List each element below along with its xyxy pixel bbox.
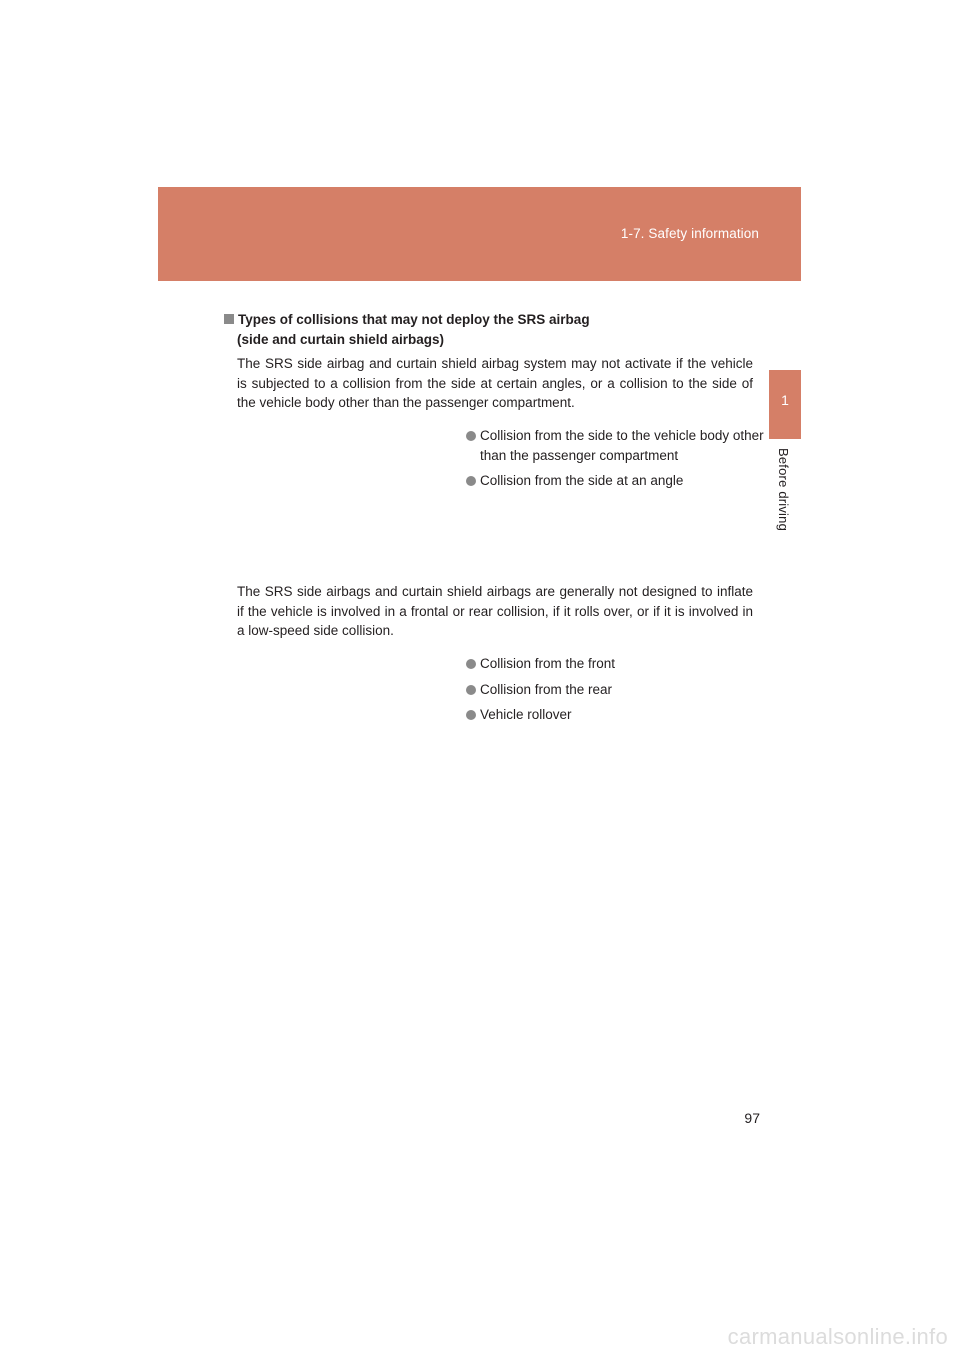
header-band bbox=[158, 187, 801, 281]
list-item-text: Collision from the front bbox=[480, 656, 616, 671]
list-item-text: Collision from the side at an angle bbox=[480, 473, 684, 488]
circle-bullet-icon bbox=[466, 710, 476, 720]
paragraph-not-designed-to-inflate: The SRS side airbags and curtain shield airbags are generally not designed to inflate if the vehicle is involved in a frontal or rear collision, if it rolls over, or if it is involved in a low-speed side collision. bbox=[237, 584, 753, 638]
circle-bullet-icon bbox=[466, 685, 476, 695]
list-item-text: Collision from the side to the vehicle body other than the passenger compartment bbox=[480, 428, 764, 463]
circle-bullet-icon bbox=[466, 431, 476, 441]
circle-bullet-icon bbox=[466, 659, 476, 669]
chapter-number: 1 bbox=[781, 392, 789, 408]
page-number: 97 bbox=[744, 1110, 760, 1126]
list-item bbox=[466, 471, 766, 491]
heading-line-2: (side and curtain shield airbags) bbox=[237, 332, 445, 347]
heading-line-1 bbox=[224, 310, 764, 330]
paragraph-side-airbag-conditions: The SRS side airbag and curtain shield airbag system may not activate if the vehicle is subjected to a collision from the side at certain angles, or a collision to the side of the vehicle body other than the passenger compartment. bbox=[237, 356, 753, 410]
section-heading bbox=[224, 310, 764, 350]
list-item bbox=[466, 654, 766, 674]
section-title: 1-7. Safety information bbox=[620, 226, 759, 241]
heading-text-1: Types of collisions that may not deploy the SRS airbag bbox=[238, 312, 590, 327]
square-bullet-icon bbox=[224, 314, 234, 324]
circle-bullet-icon bbox=[466, 476, 476, 486]
chapter-label: Before driving bbox=[776, 448, 791, 532]
bullet-list-side bbox=[466, 426, 766, 497]
list-item-text: Collision from the rear bbox=[480, 681, 613, 697]
chapter-tab bbox=[769, 370, 801, 439]
watermark: carmanualsonline.info bbox=[727, 1324, 948, 1349]
list-item bbox=[466, 680, 766, 700]
list-item-text: Vehicle rollover bbox=[480, 707, 572, 722]
list-item bbox=[466, 705, 766, 725]
bullet-list-collision-types bbox=[466, 654, 766, 731]
list-item bbox=[466, 426, 766, 465]
